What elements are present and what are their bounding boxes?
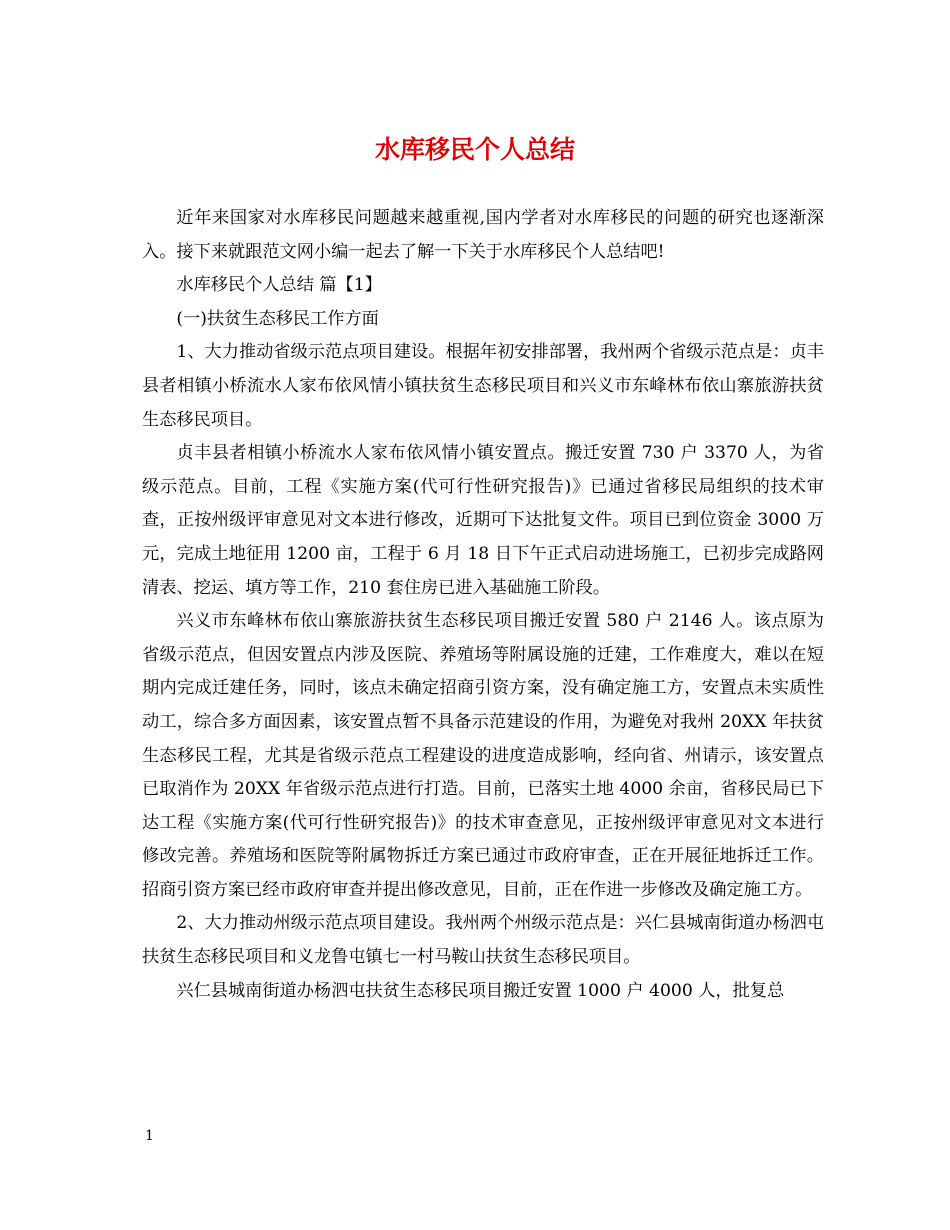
paragraph: 兴义市东峰林布依山寨旅游扶贫生态移民项目搬迁安置 580 户 2146 人。该点原为省级示范点，但因安置点内涉及医院、养殖场等附属设施的迁建，工作难度大，难以在短期内完成迁建任务，同时，该点未确定招商引资方案，没有确定施工方，安置点未实质性动工，综合多方面因素，该安置点暂不具备示范建设的作用，为避免对我州 20XX 年扶贫生态移民工程，尤其是省级示范点工程建设的进度造成影响，经向省、州请示，该安置点已取消作为 20XX 年省级示范点进行打造。目前，已落实土地 4000 余亩，省移民局已下达工程《实施方案(代可行性研究报告)》的技术审查意见，正按州级评审意见对文本进行修改完善。养殖场和医院等附属物拆迁方案已通过市政府审查，正在开展征地拆迁工作。招商引资方案已经市政府审查并提出修改意见，目前，正在作进一步修改及确定施工方。 (142, 611, 824, 900)
paragraph: 1、大力推动省级示范点项目建设。根据年初安排部署，我州两个省级示范点是：贞丰县者相镇小桥流水人家布依风情小镇扶贫生态移民项目和兴义市东峰林布依山寨旅游扶贫生态移民项目。 (142, 342, 824, 430)
section-heading: 水库移民个人总结 篇【1】 (176, 275, 382, 296)
paragraph-intro: 近年来国家对水库移民问题越来越重视,国内学者对水库移民的问题的研究也逐渐深入。接下来就跟范文网小编一起去了解一下关于水库移民个人总结吧! (142, 208, 824, 262)
paragraph: 兴仁县城南街道办杨泗屯扶贫生态移民项目搬迁安置 1000 户 4000 人，批复总 (176, 980, 785, 1001)
page-number: 1 (145, 1128, 154, 1144)
document-title: 水库移民个人总结 (374, 135, 575, 164)
document-body (142, 202, 824, 1008)
paragraph: 2、大力推动州级示范点项目建设。我州两个州级示范点是：兴仁县城南街道办杨泗屯扶贫生态移民项目和义龙鲁屯镇七一村马鞍山扶贫生态移民项目。 (142, 913, 824, 968)
paragraph: 贞丰县者相镇小桥流水人家布依风情小镇安置点。搬迁安置 730 户 3370 人，为省级示范点。目前，工程《实施方案(代可行性研究报告)》已通过省移民局组织的技术审查，正按州级评审意见对文本进行修改，近期可下达批复文件。项目已到位资金 3000 万元，完成土地征用 1200 亩，工程于 6 月 18 日下午正式启动进场施工，已初步完成路网清表、挖运、填方等工作，210 套住房已进入基础施工阶段。 (142, 443, 824, 598)
subsection-heading: (一)扶贫生态移民工作方面 (176, 308, 379, 329)
